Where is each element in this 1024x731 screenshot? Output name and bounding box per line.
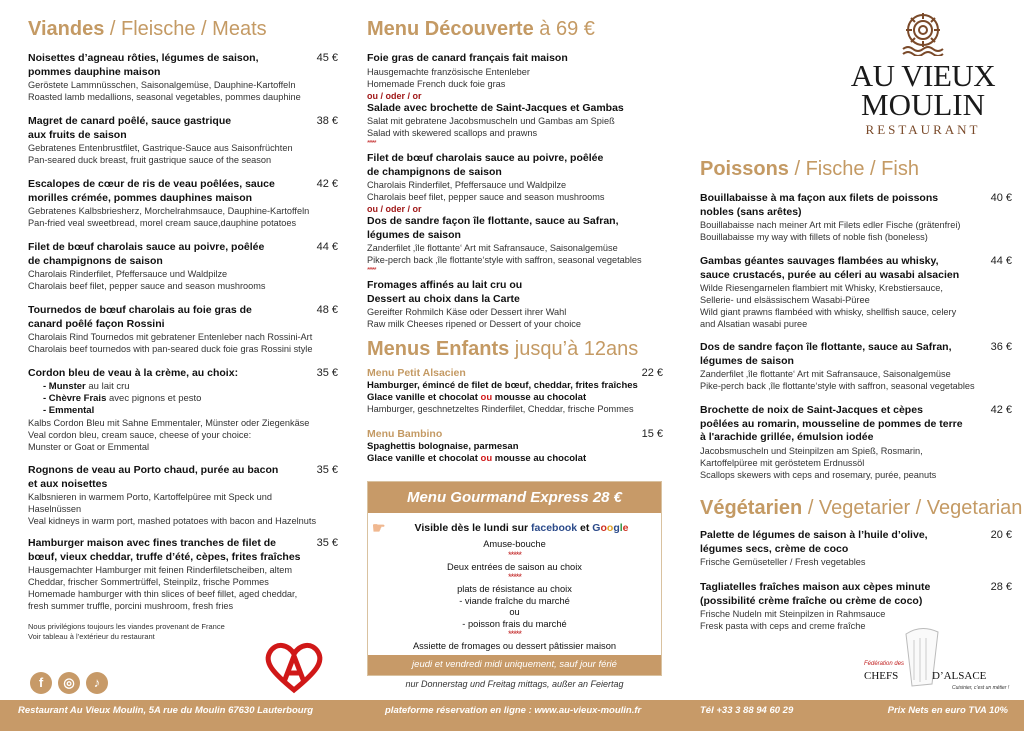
menu-item xyxy=(700,341,1012,392)
item-title: poêlées au romarin, mousseline de pommes de terre xyxy=(700,417,963,430)
instagram-icon[interactable]: ◎ xyxy=(58,672,80,694)
item-price: 28 € xyxy=(990,581,1012,593)
item-description: Pike-perch back ‚île flottante‘style with saffron, seasonal vegetables xyxy=(700,381,975,391)
logo-line-2: MOULIN xyxy=(861,87,985,122)
dalsace-text: D’ALSACE xyxy=(932,670,987,682)
item-description: Frische Gemüseteller / Fresh vegetables xyxy=(700,557,866,567)
item-description: Fresk pasta with ceps and creme fraîche xyxy=(700,621,866,631)
heading-poissons: Poissons / Fische / Fish xyxy=(700,158,919,180)
item-description: Roasted lamb medallions, seasonal vegetables, pommes dauphine xyxy=(28,92,301,102)
item-price: 38 € xyxy=(316,115,338,127)
item-price: 35 € xyxy=(316,367,338,379)
kids-menu-price: 15 € xyxy=(641,428,663,440)
mill-wheel-icon xyxy=(897,12,949,56)
chefs-dalsace-logo xyxy=(840,626,1010,692)
heading-viandes: Viandes / Fleische / Meats xyxy=(28,18,267,40)
menu-item xyxy=(700,529,1012,568)
item-description: fresh summer truffle, porcini mushroom, fresh fries xyxy=(28,601,234,611)
course-description: Hausgemachte französische Entenleber xyxy=(367,66,530,77)
item-description: Pan-fried veal sweetbread, morel cream sauce,dauphine potatoes xyxy=(28,218,297,228)
course-description: Zanderfilet ‚île flottante‘ Art mit Safransauce, Saisonalgemüse xyxy=(367,243,618,253)
item-price: 40 € xyxy=(990,192,1012,204)
item-title: Brochette de noix de Saint-Jacques et cèpes xyxy=(700,404,923,416)
visible-and: et xyxy=(577,522,593,534)
restaurant-logo xyxy=(838,12,1008,138)
gourmand-footer: jeudi et vendredi midi uniquement, sauf jour férié xyxy=(368,655,661,675)
gourmand-title: Menu Gourmand Express 28 € xyxy=(368,482,661,513)
kids-menu-name: Menu Petit Alsacien xyxy=(367,367,466,379)
item-description: Munster or Goat or Emmental xyxy=(28,441,150,452)
menu-item xyxy=(28,115,338,166)
item-title: à l'arachide grillée, émulsion iodée xyxy=(700,431,874,443)
item-description: Kartoffelpüree mit geröstetem Erdnussöl xyxy=(700,457,865,468)
item-title: bœuf, vieux cheddar, truffe d’été, cèpes, frites fraîches xyxy=(28,550,301,563)
course-title: Dos de sandre façon île flottante, sauce au Safran, xyxy=(367,215,619,227)
menu-course xyxy=(367,279,662,330)
item-title: Magret de canard poêlé, sauce gastrique xyxy=(28,115,232,127)
item-title: Filet de bœuf charolais sauce au poivre, poêlée xyxy=(28,241,265,253)
item-description: Charolais beef tournedos with pan-seared duck foie gras Rossini style xyxy=(28,344,313,354)
menu-item xyxy=(28,537,338,612)
kids-menu-line xyxy=(367,453,663,465)
option-name: - Munster xyxy=(43,380,86,392)
item-price: 35 € xyxy=(316,464,338,476)
course-line: - viande fraîche du marché xyxy=(459,595,570,606)
item-description: Gebratenes Entenbrustfilet, Gastrique-Sauce aus Saisonfrüchten xyxy=(28,143,293,153)
kids-menu xyxy=(367,428,663,464)
item-title: aux fruits de saison xyxy=(28,128,127,141)
item-price: 48 € xyxy=(316,304,338,316)
item-option xyxy=(28,381,338,393)
footer-bar xyxy=(0,700,1024,731)
item-description: Veal kidneys in warm port, mashed potatoes with bacon and Hazelnuts xyxy=(28,516,317,526)
menu-item xyxy=(28,52,338,103)
item-description: Haselnüssen xyxy=(28,504,82,514)
course-title: Salade avec brochette de Saint-Jacques et Gambas xyxy=(367,101,624,114)
item-description: Veal cordon bleu, cream sauce, cheese of your choice: xyxy=(28,429,252,440)
item-price: 35 € xyxy=(316,537,338,549)
footer-phone[interactable]: Tél +33 3 88 94 60 29 xyxy=(700,705,794,716)
item-title: nobles (sans arêtes) xyxy=(700,205,802,218)
item-title: sauce crustacés, purée au céleri au wasabi alsacien xyxy=(700,268,960,281)
item-price: 42 € xyxy=(316,178,338,190)
item-price: 42 € xyxy=(990,404,1012,416)
item-description: Pan-seared duck breast, fruit gastrique sauce of the season xyxy=(28,155,272,165)
kids-menu-name: Menu Bambino xyxy=(367,428,443,440)
course-line: ou xyxy=(509,607,520,617)
menu-gourmand-express-box xyxy=(367,481,662,676)
stars-separator: ***** xyxy=(507,629,522,639)
item-description: Jacobsmuscheln und Steinpilzen am Spieß, Rosmarin, xyxy=(700,445,923,456)
item-title: Dos de sandre façon île flottante, sauce au Safran, xyxy=(700,341,952,353)
visible-text: Visible dès le lundi sur xyxy=(414,522,532,534)
footer-booking-link[interactable]: plateforme réservation en ligne : www.au-vieux-moulin.fr xyxy=(385,705,642,716)
menu-item xyxy=(28,367,338,453)
logo-line-1: AU VIEUX xyxy=(850,58,996,93)
footer-prices: Prix Nets en euro TVA 10% xyxy=(887,705,1008,716)
course-title: de champignons de saison xyxy=(367,165,502,178)
item-title: Gambas géantes sauvages flambées au whisky, xyxy=(700,255,939,267)
line-text: Glace vanille et chocolat xyxy=(367,391,481,403)
menu-item xyxy=(700,404,1012,481)
kids-menu-description: Hamburger, geschnetzeltes Rinderfilet, Cheddar, frische Pommes xyxy=(367,404,634,414)
item-description: Sellerie- und elsässischem Wasabi-Püree xyxy=(700,295,870,305)
course-title: Dessert au choix dans la Carte xyxy=(367,292,520,305)
item-description: Kalbsnieren in warmem Porto, Kartoffelpüree mit Speck und xyxy=(28,492,272,502)
or-word: ou xyxy=(480,391,493,403)
course-description: Pike-perch back ‚île flottante‘style with saffron, seasonal vegetables xyxy=(367,255,642,265)
item-title: légumes secs, crème de coco xyxy=(700,542,849,555)
item-description: Charolais Rinderfilet, Pfeffersauce und Waldpilze xyxy=(28,269,228,279)
item-description: Bouillabaisse nach meiner Art mit Filets edler Fische (grätenfrei) xyxy=(700,220,961,230)
menu-course xyxy=(367,152,662,203)
item-description: Wild giant prawns flambéed with whisky, shellfish sauce, celery xyxy=(700,307,957,317)
item-description: Hausgemachter Hamburger mit feinen Rinderfiletscheiben, altem xyxy=(28,565,293,575)
alsace-label-logo xyxy=(262,642,326,694)
item-description: Frische Nudeln mit Steinpilzen in Rahmsauce xyxy=(700,609,886,619)
kids-menu-line xyxy=(367,392,663,404)
course-title: Foie gras de canard français fait maison xyxy=(367,52,568,64)
item-title: Rognons de veau au Porto chaud, purée au bacon xyxy=(28,464,279,476)
or-separator: ou / oder / or xyxy=(367,90,422,101)
visible-line xyxy=(368,520,661,537)
item-title: pommes dauphine maison xyxy=(28,65,161,78)
item-description: Bouillabaisse my way with fillets of noble fish (boneless) xyxy=(700,232,928,242)
menu-item xyxy=(28,304,338,355)
facebook-icon[interactable]: f xyxy=(30,672,52,694)
menu-item xyxy=(28,241,338,292)
item-price: 36 € xyxy=(990,341,1012,353)
federation-text: Fédération des xyxy=(864,661,905,667)
stars-separator: ***** xyxy=(507,572,522,582)
option-name: - Emmental xyxy=(43,404,95,416)
gourmand-courses xyxy=(368,539,661,653)
item-price: 45 € xyxy=(316,52,338,64)
course-description: Raw milk Cheeses ripened or Dessert of your choice xyxy=(367,319,581,329)
item-title: légumes de saison xyxy=(700,354,794,367)
course-description: Gereifter Rohmilch Käse oder Dessert ihrer Wahl xyxy=(367,307,567,317)
google-link[interactable]: Google xyxy=(592,522,629,534)
item-price: 44 € xyxy=(316,241,338,253)
menu-item xyxy=(700,192,1012,243)
chefs-text: CHEFS xyxy=(864,670,899,682)
line-text: mousse au chocolat xyxy=(492,452,587,464)
kids-menu-price: 22 € xyxy=(641,367,663,379)
item-title: Hamburger maison avec fines tranches de filet de xyxy=(28,537,277,549)
line-text: mousse au chocolat xyxy=(492,391,587,403)
facebook-link[interactable]: facebook xyxy=(531,522,578,534)
kids-menu-line xyxy=(367,380,663,392)
item-title: Tournedos de bœuf charolais au foie gras de xyxy=(28,304,252,316)
line-text: Glace vanille et chocolat xyxy=(367,452,481,464)
line-text: Spaghettis bolognaise, parmesan xyxy=(367,441,519,452)
course-title: légumes de saison xyxy=(367,228,461,241)
heading-menus-enfants: Menus Enfants jusqu’à 12ans xyxy=(367,338,639,360)
item-option xyxy=(28,405,338,417)
menu-course xyxy=(367,102,662,140)
line-text: Hamburger, émincé de filet de bœuf, cheddar, frites fraîches xyxy=(367,380,638,391)
gourmand-german-note: nur Donnerstag und Freitag mittags, außer an Feiertag xyxy=(405,679,624,689)
kids-menu-line xyxy=(367,441,663,453)
menu-item xyxy=(700,581,1012,632)
item-title: morilles crémée, pommes dauphines maison xyxy=(28,191,253,204)
course-line: plats de résistance au choix xyxy=(457,584,572,594)
item-title: de champignons de saison xyxy=(28,254,163,267)
item-description: Homemade hamburger with thin slices of beef fillet, aged cheddar, xyxy=(28,589,298,599)
item-description: Charolais beef filet, pepper sauce and season mushrooms xyxy=(28,281,266,291)
menu-course xyxy=(367,215,662,266)
pointing-hand-icon: ☛ xyxy=(372,520,386,537)
course-line: Amuse-bouche xyxy=(483,539,546,549)
item-description: Cheddar, frischer Sommertrüffel, Steinpilz, frische Pommes xyxy=(28,577,269,587)
footnote-line: Voir tableau à l’extérieur du restaurant xyxy=(28,632,155,641)
course-description: Salat mit gebratene Jacobsmuscheln und Gambas am Spieß xyxy=(367,116,615,126)
item-description: Charolais Rind Tournedos mit gebratener Entenleber nach Rossini-Art xyxy=(28,332,313,342)
heading-menu-decouverte: Menu Découverte à 69 € xyxy=(367,18,595,40)
item-description: Wilde Riesengarnelen flambiert mit Whisky, Krebstiersauce, xyxy=(700,283,943,293)
item-title: canard poêlé façon Rossini xyxy=(28,317,165,330)
logo-line-3: RESTAURANT xyxy=(865,122,981,137)
item-price: 20 € xyxy=(990,529,1012,541)
item-title: Palette de légumes de saison à l’huile d’olive, xyxy=(700,529,928,541)
menu-item xyxy=(28,464,338,527)
item-description: Zanderfilet ‚île flottante‘ Art mit Safransauce, Saisonalgemüse xyxy=(700,369,951,379)
menu-item xyxy=(700,255,1012,330)
course-line: Deux entrées de saison au choix xyxy=(447,561,582,572)
footnote-line: Nous privilégions toujours les viandes provenant de France xyxy=(28,622,225,631)
stars-separator: ***** xyxy=(507,549,522,560)
item-description: Kalbs Cordon Bleu mit Sahne Emmentaler, Münster oder Ziegenkäse xyxy=(28,417,310,428)
kids-menu xyxy=(367,367,663,415)
menu-decouverte-list xyxy=(367,52,662,330)
item-title: et aux noisettes xyxy=(28,477,108,490)
course-title: Fromages affinés au lait cru ou xyxy=(367,279,523,291)
or-word: ou xyxy=(480,452,493,464)
item-title: Noisettes d’agneau rôties, légumes de saison, xyxy=(28,52,259,64)
option-name: - Chèvre Frais xyxy=(43,392,107,404)
tagline-text: Cuisinier, c’est un métier ! xyxy=(952,685,1010,691)
course-line: Assiette de fromages ou dessert pâtissier maison xyxy=(412,641,617,651)
item-description: Gebratenes Kalbsbriesherz, Morchelrahmsauce, Dauphine-Kartoffeln xyxy=(28,206,310,216)
or-separator: ou / oder / or xyxy=(367,204,422,214)
course-title: Filet de bœuf charolais sauce au poivre, poêlée xyxy=(367,152,604,164)
item-title: (possibilité crème fraîche ou crème de coco) xyxy=(700,594,923,607)
option-detail: au lait cru xyxy=(85,380,130,392)
item-title: Cordon bleu de veau à la crème, au choix: xyxy=(28,367,239,379)
course-description: Charolais beef filet, pepper sauce and season mushrooms xyxy=(367,192,605,202)
item-option xyxy=(28,393,338,405)
item-description: Scallops skewers with ceps and rosemary, purée, peanuts xyxy=(700,469,937,480)
course-description: Homemade French duck foie gras xyxy=(367,78,506,89)
heading-vegetarien: Végétarien / Vegetarier / Vegetarian xyxy=(700,497,1023,519)
stars-separator: ***** xyxy=(367,140,376,147)
item-title: Tagliatelles fraîches maison aux cèpes minute xyxy=(700,581,931,593)
item-description: Geröstete Lammnüsschen, Saisonalgemüse, Dauphine-Kartoffeln xyxy=(28,80,296,90)
course-description: Charolais Rinderfilet, Pfeffersauce und Waldpilze xyxy=(367,180,567,190)
item-description: and Alsatian wasabi puree xyxy=(700,319,808,329)
course-line: - poisson frais du marché xyxy=(462,618,567,629)
stars-separator: ***** xyxy=(367,267,376,274)
item-title: Escalopes de cœur de ris de veau poêlées, sauce xyxy=(28,178,275,190)
course-description: Salad with skewered scallops and prawns xyxy=(367,128,538,138)
tiktok-icon[interactable]: ♪ xyxy=(86,672,108,694)
menu-item xyxy=(28,178,338,229)
menu-course xyxy=(367,52,662,90)
item-price: 44 € xyxy=(990,255,1012,267)
option-detail: avec pignons et pesto xyxy=(106,392,202,404)
viandes-footnote xyxy=(28,622,225,642)
item-title: Bouillabaisse à ma façon aux filets de poissons xyxy=(700,192,939,204)
footer-address: Restaurant Au Vieux Moulin, 5A rue du Moulin 67630 Lauterbourg xyxy=(18,705,314,716)
